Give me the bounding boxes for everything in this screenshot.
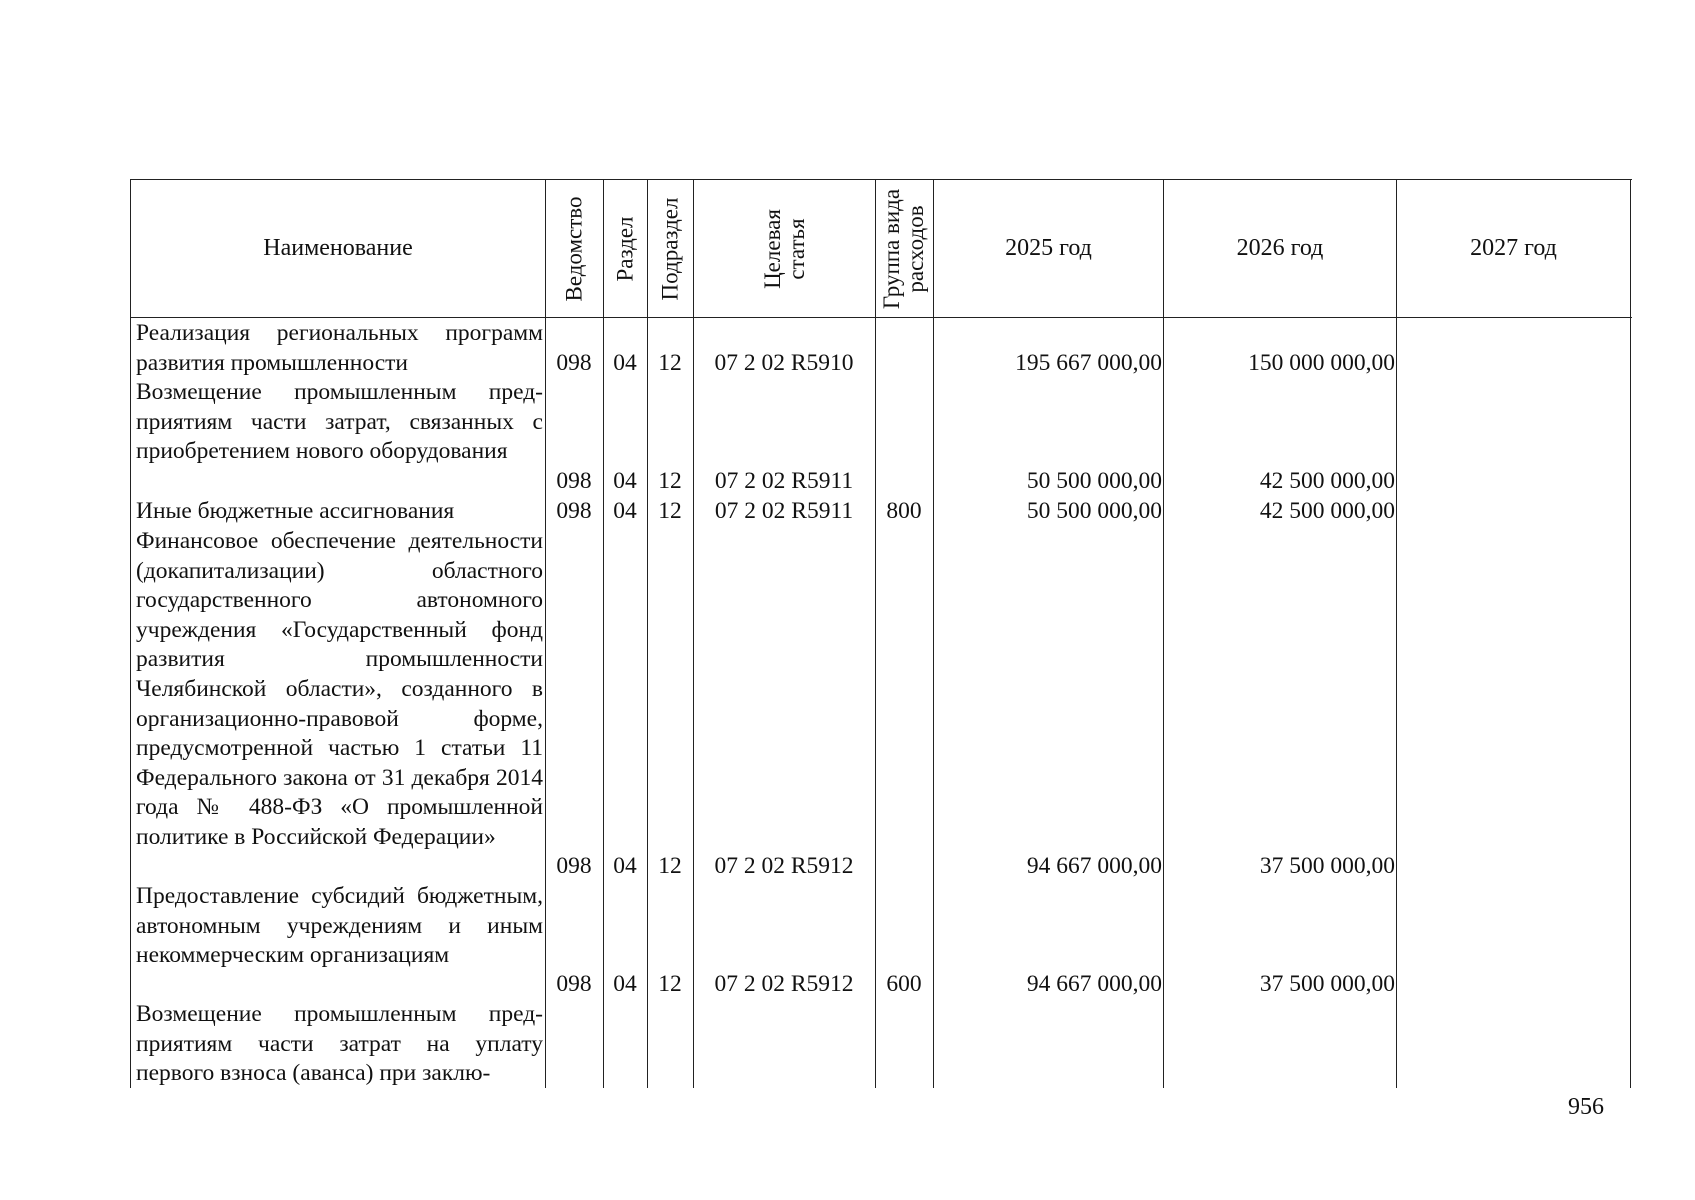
row-celevaya: 07 2 02 R5911	[714, 468, 854, 494]
row-celevaya: 07 2 02 R5912	[714, 853, 854, 879]
row-2025: 50 500 000,00	[1026, 498, 1162, 524]
header-razdel	[604, 180, 647, 317]
header-2027-text: 2027 год	[1470, 235, 1557, 261]
header-name-text: Наименование	[263, 235, 413, 261]
page-number: 956	[1568, 1094, 1604, 1120]
row-vedomstvo: 098	[556, 853, 592, 879]
row-vedomstvo: 098	[556, 468, 592, 494]
row-celevaya: 07 2 02 R5910	[714, 350, 854, 376]
row-vedomstvo: 098	[556, 350, 592, 376]
row-celevaya: 07 2 02 R5911	[714, 498, 854, 524]
header-celevaya	[694, 180, 875, 317]
row-razdel: 04	[613, 971, 637, 997]
row-vedomstvo: 098	[556, 971, 592, 997]
header-podrazdel-text: Подраздел	[657, 197, 683, 300]
row-podrazdel: 12	[658, 971, 682, 997]
header-celevaya-text	[760, 209, 808, 289]
header-name	[131, 180, 545, 317]
row-2025: 195 667 000,00	[1015, 350, 1162, 376]
row-name: Иные бюджетные ассигнования	[136, 498, 455, 524]
header-celevaya-line1: Целевая	[759, 208, 785, 289]
row-podrazdel: 12	[658, 468, 682, 494]
column-divider	[1630, 179, 1631, 1088]
header-2026	[1164, 180, 1396, 317]
header-gruppa-text	[881, 188, 929, 308]
row-name: Возмещение промышленным предприятиям части затрат на уплату первого взноса (аванса) при заклю-	[136, 1001, 543, 1087]
row-razdel: 04	[613, 853, 637, 879]
row-2026: 37 500 000,00	[1259, 971, 1395, 997]
row-name: Предоставление субсидий бюджетным, автономным учреждениям и иным некоммерческим организациям	[136, 883, 543, 969]
header-gruppa	[876, 180, 933, 317]
header-gruppa-line2: расходов	[903, 204, 929, 293]
header-gruppa-line1: Группа вида	[879, 188, 905, 309]
row-celevaya: 07 2 02 R5912	[714, 971, 854, 997]
row-2026: 42 500 000,00	[1259, 468, 1395, 494]
row-name: Возмещение промышленным предприятиям части затрат, связанных с приобретением нового оборудования	[136, 379, 543, 465]
row-2025: 50 500 000,00	[1026, 468, 1162, 494]
header-2027	[1397, 180, 1630, 317]
row-razdel: 04	[613, 350, 637, 376]
row-gruppa: 800	[886, 498, 922, 524]
row-2026: 37 500 000,00	[1259, 853, 1395, 879]
header-podrazdel	[648, 180, 693, 317]
row-vedomstvo: 098	[556, 498, 592, 524]
row-2026: 150 000 000,00	[1248, 350, 1395, 376]
row-razdel: 04	[613, 498, 637, 524]
row-name: Финансовое обеспечение деятельности (докапитализации) областного государственного автономного учреждения «Государственный фонд развития промышленности Челябинской области», созданного в организационно-правовой форме, предусмотренной частью 1 статьи 11 Федерального закона от 31 декабря 2014 года № 488-ФЗ «О промышленной политике в Российской Федерации»	[136, 528, 543, 850]
header-razdel-text: Раздел	[612, 215, 638, 282]
header-2026-text: 2026 год	[1236, 235, 1324, 261]
header-celevaya-line2: статья	[783, 217, 809, 280]
header-vedomstvo	[546, 180, 603, 317]
row-2026: 42 500 000,00	[1259, 498, 1395, 524]
table-header-border	[130, 317, 1632, 318]
row-podrazdel: 12	[658, 350, 682, 376]
header-vedomstvo-text: Ведомство	[561, 195, 587, 302]
row-podrazdel: 12	[658, 498, 682, 524]
header-2025-text: 2025 год	[1005, 235, 1092, 261]
header-2025	[934, 180, 1163, 317]
row-razdel: 04	[613, 468, 637, 494]
row-name: Реализация региональных программ развития промышленности	[136, 320, 543, 376]
row-2025: 94 667 000,00	[1026, 853, 1162, 879]
row-podrazdel: 12	[658, 853, 682, 879]
row-2025: 94 667 000,00	[1026, 971, 1162, 997]
row-gruppa: 600	[886, 971, 922, 997]
